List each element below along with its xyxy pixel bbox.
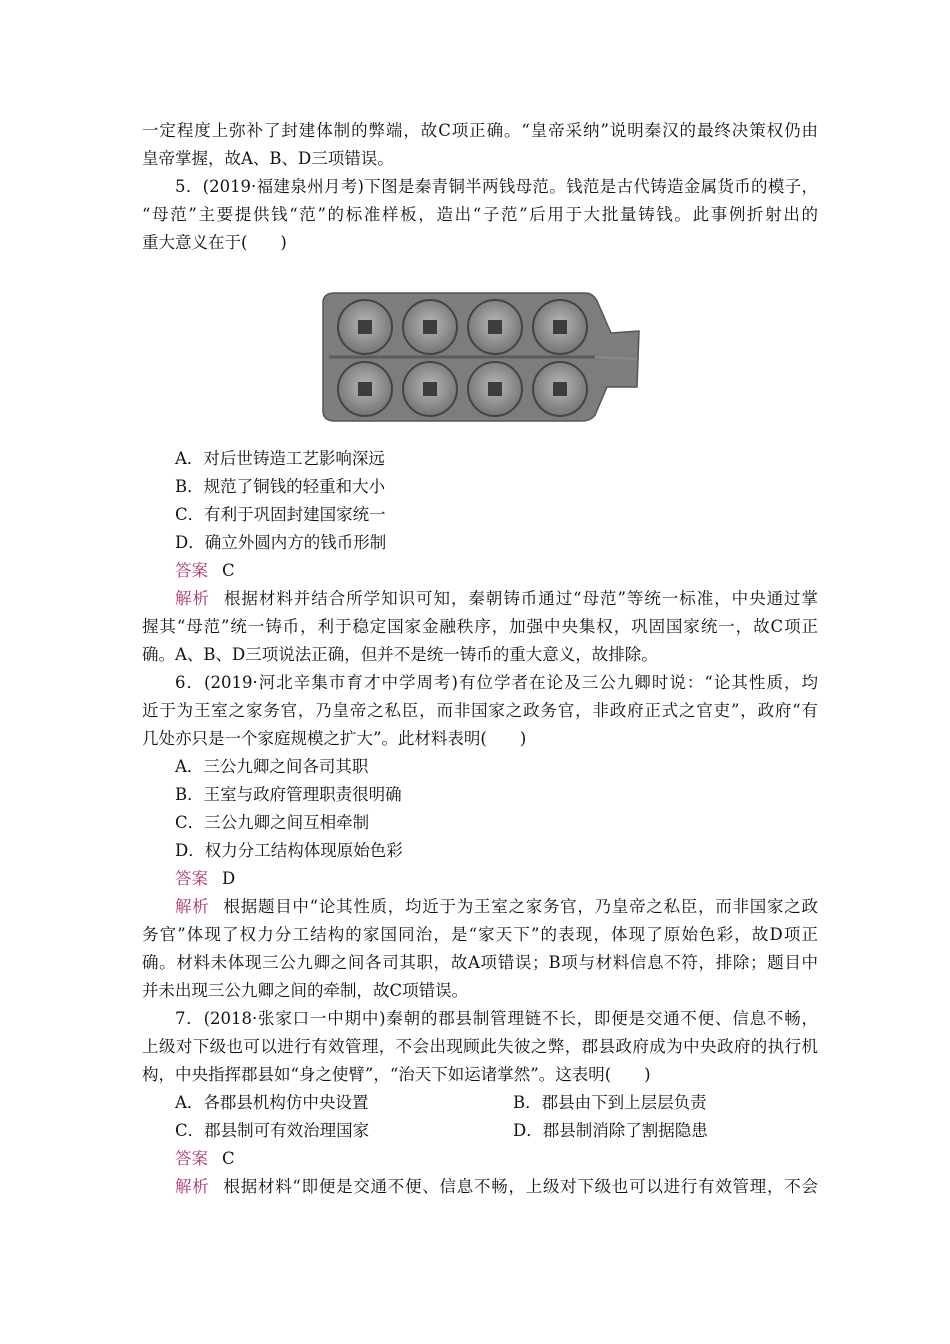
document-page: [142, 117, 818, 1201]
coin-mold-illustration: [315, 275, 645, 435]
question-5-analysis: [142, 585, 818, 613]
question-5-analysis: 确。A、B、D三项说法正确，但并不是统一铸币的重大意义，故排除。: [142, 645, 658, 664]
question-6-analysis: [142, 893, 818, 921]
question-5-answer: [142, 557, 818, 585]
question-7-option-d: D．郡县制消除了割据隐患: [513, 1121, 708, 1140]
question-6-analysis: 确。材料未体现三公九卿之间各司其职，故A项错误；B项与材料信息不符，排除；题目中: [142, 953, 818, 972]
analysis-label: 解析: [175, 589, 210, 608]
question-6-analysis: 并未出现三公九卿之间的牵制，故C项错误。: [142, 981, 469, 1000]
question-5-stem: 重大意义在于( ): [142, 233, 287, 252]
question-5-stem: 5．(2019·福建泉州月考)下图是秦青铜半两钱母范。钱范是古代铸造金属货币的模子，: [175, 177, 818, 196]
question-7-answer: [142, 1145, 818, 1173]
question-7-options-row: [142, 1117, 818, 1145]
question-5-option-a: A．对后世铸造工艺影响深远: [175, 449, 385, 468]
question-6-option-c: C．三公九卿之间互相牵制: [175, 813, 370, 832]
coin-mold-image: [315, 275, 645, 435]
analysis-label: 解析: [175, 1177, 210, 1196]
analysis-text: 根据题目中“论其性质，均近于为王室之家务官，乃皇帝之私臣，而非国家之政: [223, 897, 818, 916]
question-6-stem: 几处亦只是一个家庭规模之扩大”。此材料表明( ): [142, 729, 527, 748]
question-6-option-b: B．王室与政府管理职责很明确: [175, 785, 402, 804]
question-5-option-d: D．确立外圆内方的钱币形制: [175, 533, 387, 552]
intro-line: 一定程度上弥补了封建体制的弊端，故C项正确。“皇帝采纳”说明秦汉的最终决策权仍由: [142, 121, 818, 140]
question-7-option-c: C．郡县制可有效治理国家: [175, 1121, 370, 1140]
question-6-option-a: A．三公九卿之间各司其职: [175, 757, 369, 776]
answer-value: C: [222, 1149, 235, 1168]
analysis-label: 解析: [175, 897, 210, 916]
question-5-analysis: 握其“母范”统一铸币，利于稳定国家金融秩序，加强中央集权，巩固国家统一，故C项正: [142, 617, 818, 636]
question-7-options-row: [142, 1089, 818, 1117]
answer-value: C: [222, 561, 235, 580]
analysis-text: 根据材料并结合所学知识可知，秦朝铸币通过“母范”等统一标准，中央通过掌: [223, 589, 818, 608]
question-5-option-b: B．规范了铜钱的轻重和大小: [175, 477, 386, 496]
answer-label: 答案: [175, 1149, 208, 1168]
question-7-analysis: [142, 1173, 818, 1201]
question-5-option-c: C．有利于巩固封建国家统一: [175, 505, 386, 524]
question-6-stem: 6．(2019·河北辛集市育才中学周考)有位学者在论及三公九卿时说：“论其性质，均: [175, 673, 818, 692]
question-6-answer: [142, 865, 818, 893]
question-7-option-a: A．各郡县机构仿中央设置: [175, 1093, 369, 1112]
question-7-option-b: B．郡县由下到上层层负责: [513, 1093, 707, 1112]
question-7-stem: 构，中央指挥郡县如“身之使臂”，“治天下如运诸掌然”。这表明( ): [142, 1065, 651, 1084]
question-7-stem: 7．(2018·张家口一中期中)秦朝的郡县制管理链不长，即便是交通不便、信息不畅，: [175, 1009, 818, 1028]
answer-label: 答案: [175, 561, 208, 580]
question-6-stem: 近于为王室之家务官，乃皇帝之私臣，而非国家之政务官，非政府正式之官吏”，政府“有: [142, 701, 818, 720]
question-6-option-d: D．权力分工结构体现原始色彩: [175, 841, 403, 860]
analysis-text: 根据材料“即便是交通不便、信息不畅，上级对下级也可以进行有效管理，不会: [223, 1177, 818, 1196]
answer-value: D: [222, 869, 236, 888]
question-6-analysis: 务官”体现了权力分工结构的家国同治，是“家天下”的表现，体现了原始色彩，故D项正: [142, 925, 818, 944]
answer-label: 答案: [175, 869, 208, 888]
question-7-stem: 上级对下级也可以进行有效管理，不会出现顾此失彼之弊，郡县政府成为中央政府的执行机: [142, 1037, 818, 1056]
intro-line: 皇帝掌握，故A、B、D三项错误。: [142, 149, 394, 168]
question-5-stem: “母范”主要提供钱“范”的标准样板，造出“子范”后用于大批量铸钱。此事例折射出的: [142, 205, 818, 224]
